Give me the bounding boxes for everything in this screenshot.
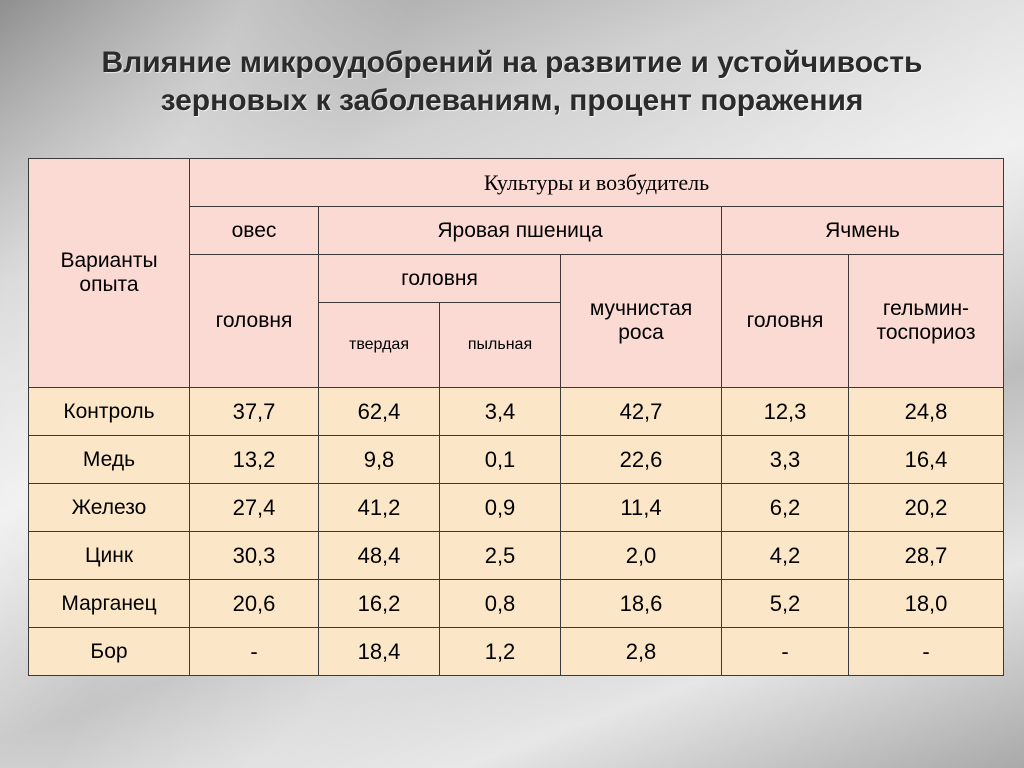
row-label: Бор <box>29 628 190 676</box>
table-row <box>29 580 1004 628</box>
table-cell: 3,4 <box>440 388 561 436</box>
table-cell: 1,2 <box>440 628 561 676</box>
table-row <box>29 436 1004 484</box>
table-cell: 16,2 <box>319 580 440 628</box>
table-row <box>29 532 1004 580</box>
table-cell: 30,3 <box>190 532 319 580</box>
table-row <box>29 388 1004 436</box>
table-cell: 3,3 <box>722 436 849 484</box>
table-cell: 2,0 <box>561 532 722 580</box>
slide-title-line-1: Влияние микроудобрений на развитие и устойчивость <box>101 46 923 79</box>
table-cell: 0,9 <box>440 484 561 532</box>
header-oats: овес <box>190 207 319 255</box>
header-cultures-and-pathogen: Культуры и возбудитель <box>190 159 1004 207</box>
table-cell: 9,8 <box>319 436 440 484</box>
table-cell: 13,2 <box>190 436 319 484</box>
table-cell: 16,4 <box>849 436 1004 484</box>
table-cell: 62,4 <box>319 388 440 436</box>
table-cell: 0,8 <box>440 580 561 628</box>
table-cell: 42,7 <box>561 388 722 436</box>
table-cell: 18,0 <box>849 580 1004 628</box>
slide-title-line-2: зерновых к заболеваниям, процент поражения <box>160 84 864 117</box>
table-cell: 37,7 <box>190 388 319 436</box>
data-table <box>28 158 1004 676</box>
table-cell: 24,8 <box>849 388 1004 436</box>
table-row <box>29 628 1004 676</box>
header-oats-smut: головня <box>190 255 319 388</box>
table-cell: - <box>190 628 319 676</box>
table-cell: 41,2 <box>319 484 440 532</box>
table-cell: 20,6 <box>190 580 319 628</box>
header-barley-helminthosporiosis: гельмин- тоспориоз <box>849 255 1004 388</box>
table-cell: 11,4 <box>561 484 722 532</box>
row-label: Медь <box>29 436 190 484</box>
table-cell: 5,2 <box>722 580 849 628</box>
table-cell: 2,5 <box>440 532 561 580</box>
row-label: Марганец <box>29 580 190 628</box>
table-cell: 12,3 <box>722 388 849 436</box>
table-cell: 22,6 <box>561 436 722 484</box>
table-cell: - <box>849 628 1004 676</box>
header-wheat-smut: головня <box>319 255 561 303</box>
row-label: Цинк <box>29 532 190 580</box>
header-hard-smut: твердая <box>319 303 440 388</box>
header-variants: Варианты опыта <box>29 159 190 388</box>
table-cell: 6,2 <box>722 484 849 532</box>
slide-title <box>0 44 1024 120</box>
table-cell: 28,7 <box>849 532 1004 580</box>
header-wheat-mildew: мучнистая роса <box>561 255 722 388</box>
row-label: Железо <box>29 484 190 532</box>
table-cell: - <box>722 628 849 676</box>
header-spring-wheat: Яровая пшеница <box>319 207 722 255</box>
table-cell: 0,1 <box>440 436 561 484</box>
header-barley-smut: головня <box>722 255 849 388</box>
table-cell: 18,6 <box>561 580 722 628</box>
table-cell: 20,2 <box>849 484 1004 532</box>
table-cell: 4,2 <box>722 532 849 580</box>
header-loose-smut: пыльная <box>440 303 561 388</box>
table-cell: 27,4 <box>190 484 319 532</box>
table-row <box>29 484 1004 532</box>
table-cell: 18,4 <box>319 628 440 676</box>
row-label: Контроль <box>29 388 190 436</box>
header-barley: Ячмень <box>722 207 1004 255</box>
table-cell: 48,4 <box>319 532 440 580</box>
table-cell: 2,8 <box>561 628 722 676</box>
